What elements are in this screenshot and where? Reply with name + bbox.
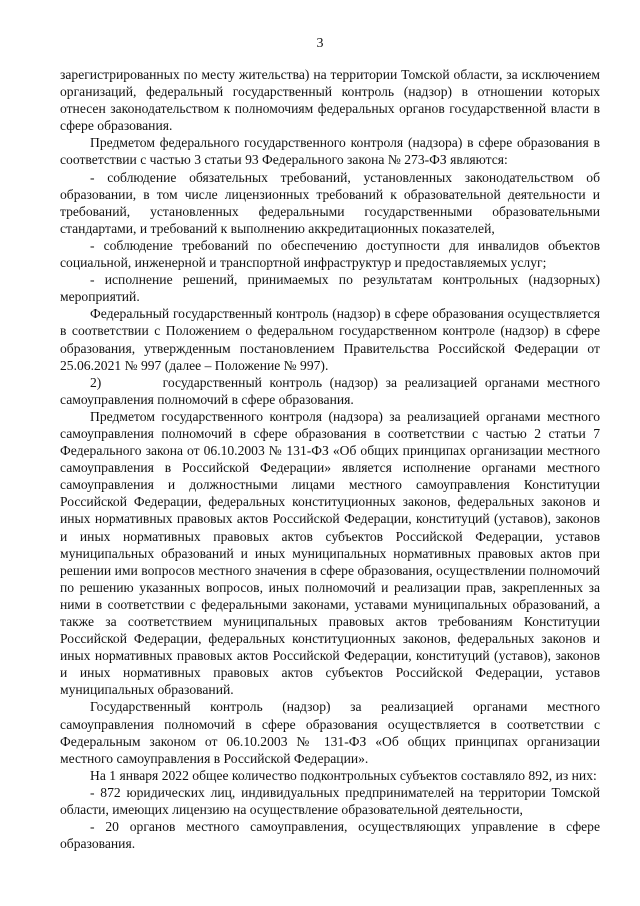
page-number: 3 [316, 36, 324, 51]
document-body [60, 66, 604, 852]
paragraph-item-2: 2) государственный контроль (надзор) за реализацией органами местного самоуправления полномочий в сфере образования. [60, 374, 604, 407]
list-item-local-authorities: - 20 органов местного самоуправления, осуществляющих управление в сфере образования. [60, 819, 600, 852]
paragraph-local-government-law: Государственный контроль (надзор) за реализацией органами местного самоуправления полномочий в сфере образования осуществляется в соответствии с Федеральным законом от 06.10.2003 № 131-ФЗ «Об общих принципах организации местного самоуправления в Российской Федерации». [60, 699, 600, 766]
paragraph-continuation: зарегистрированных по месту жительства) на территории Томской области, за исключением организаций, федеральный государственный контроль (надзор) в отношении которых отнесен законодательством к полномочиям федеральных органов государственной власти в сфере образования. [60, 67, 600, 134]
paragraph-local-government-subject: Предметом государственного контроля (надзора) за реализацией органами местного самоуправления полномочий в сфере образования в соответствии с частью 2 статьи 7 Федерального закона от 06.10.2003 № 131-ФЗ «Об общих принципах организации местного самоуправления в Российской Федерации» является исполнение органами местного самоуправления и должностными лицами местного самоуправления Конституции Российской Федерации, федеральных конституционных законов, федеральных законов и иных нормативных правовых актов Российской Федерации, конституций (уставов), законов и иных нормативных правовых актов субъектов Российской Федерации, уставов муниципальных образований и иных муниципальных нормативных правовых актов при решении ими вопросов местного значения в сфере образования, осуществлении полномочий по решению указанных вопросов, иных полномочий и реализации прав, закрепленных за ними в соответствии с федеральными законами, уставами муниципальных образований, а также за соответствием муниципальных правовых актов требованиям Конституции Российской Федерации, федеральных конституционных законов, федеральных законов и иных нормативных правовых актов Российской Федерации, конституций (уставов), законов и иных нормативных правовых актов субъектов Российской Федерации, уставов муниципальных образований. [60, 408, 600, 698]
paragraph-federal-control-subject: Предметом федерального государственного контроля (надзора) в сфере образования в соответствии с частью 3 статьи 93 Федерального закона № 273-ФЗ являются: [60, 135, 600, 168]
paragraph-regulation-997: Федеральный государственный контроль (надзор) в сфере образования осуществляется в соответствии с Положением о федеральном государственном контроле (надзор) в сфере образования, утвержденным постановлением Правительства Российской Федерации от 25.06.2021 № 997 (далее – Положение № 997). [60, 306, 600, 373]
list-item-accessibility: - соблюдение требований по обеспечению доступности для инвалидов объектов социальной, инженерной и транспортной инфраструктур и предоставляемых услуг; [60, 237, 600, 271]
list-item-mandatory-requirements: - соблюдение обязательных требований, установленных законодательством об образовании, в том числе лицензионных требований к образовательной деятельности и требований, установленных федеральными государственными образовательными стандартами, и требований к выполнению аккредитационных показателей, [60, 169, 600, 236]
list-item-legal-entities: - 872 юридических лиц, индивидуальных предпринимателей на территории Томской области, имеющих лицензию на осуществление образовательной деятельности, [60, 784, 600, 818]
list-item-decisions: - исполнение решений, принимаемых по результатам контрольных (надзорных) мероприятий. [60, 272, 600, 305]
paragraph-subject-count: На 1 января 2022 общее количество подконтрольных субъектов составляло 892, из них: [90, 767, 597, 783]
